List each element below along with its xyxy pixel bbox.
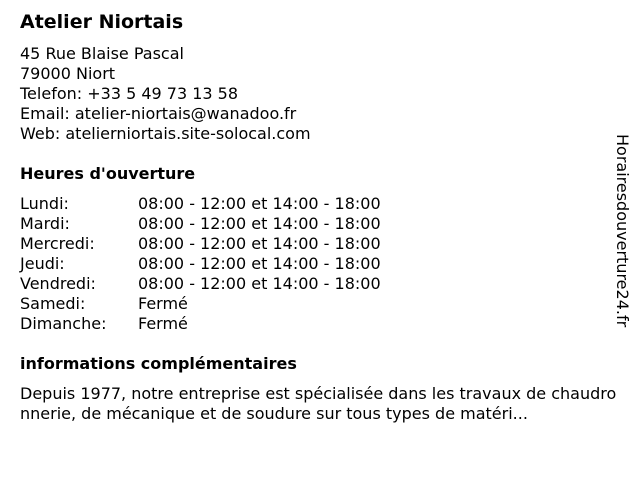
day-time: 08:00 - 12:00 et 14:00 - 18:00 <box>138 274 381 293</box>
business-description: Depuis 1977, notre entreprise est spécialisée dans les travaux de chaudronnerie, de mécanique et de soudure sur tous types de matéri... <box>20 384 617 423</box>
email-line: Email: atelier-niortais@wanadoo.fr <box>20 104 297 123</box>
hours-row-tuesday <box>20 214 381 234</box>
additional-info-heading: informations complémentaires <box>20 354 297 373</box>
opening-hours-heading: Heures d'ouverture <box>20 164 196 183</box>
hours-row-thursday <box>20 254 381 274</box>
phone-line: Telefon: +33 5 49 73 13 58 <box>20 84 239 103</box>
business-name: Atelier Niortais <box>20 11 184 33</box>
day-time: Fermé <box>138 294 188 313</box>
day-time: 08:00 - 12:00 et 14:00 - 18:00 <box>138 214 381 233</box>
address-city: 79000 Niort <box>20 64 116 83</box>
hours-row-monday <box>20 194 381 214</box>
hours-row-wednesday <box>20 234 381 254</box>
hours-row-friday <box>20 274 381 294</box>
hours-row-sunday <box>20 314 381 334</box>
day-time: 08:00 - 12:00 et 14:00 - 18:00 <box>138 234 381 253</box>
hours-row-saturday <box>20 294 381 314</box>
day-label: Mercredi: <box>20 234 95 253</box>
day-time: 08:00 - 12:00 et 14:00 - 18:00 <box>138 194 381 213</box>
day-label: Jeudi: <box>20 254 65 273</box>
day-label: Samedi: <box>20 294 86 313</box>
day-label: Mardi: <box>20 214 70 233</box>
day-label: Vendredi: <box>20 274 96 293</box>
day-time: 08:00 - 12:00 et 14:00 - 18:00 <box>138 254 381 273</box>
address-street: 45 Rue Blaise Pascal <box>20 44 184 63</box>
contact-block <box>20 44 311 144</box>
web-line: Web: atelierniortais.site-solocal.com <box>20 124 311 143</box>
site-brand-vertical: Horairesdouverture24.fr <box>613 134 632 328</box>
opening-hours-table <box>20 194 381 334</box>
day-time: Fermé <box>138 314 188 333</box>
day-label: Dimanche: <box>20 314 107 333</box>
day-label: Lundi: <box>20 194 69 213</box>
